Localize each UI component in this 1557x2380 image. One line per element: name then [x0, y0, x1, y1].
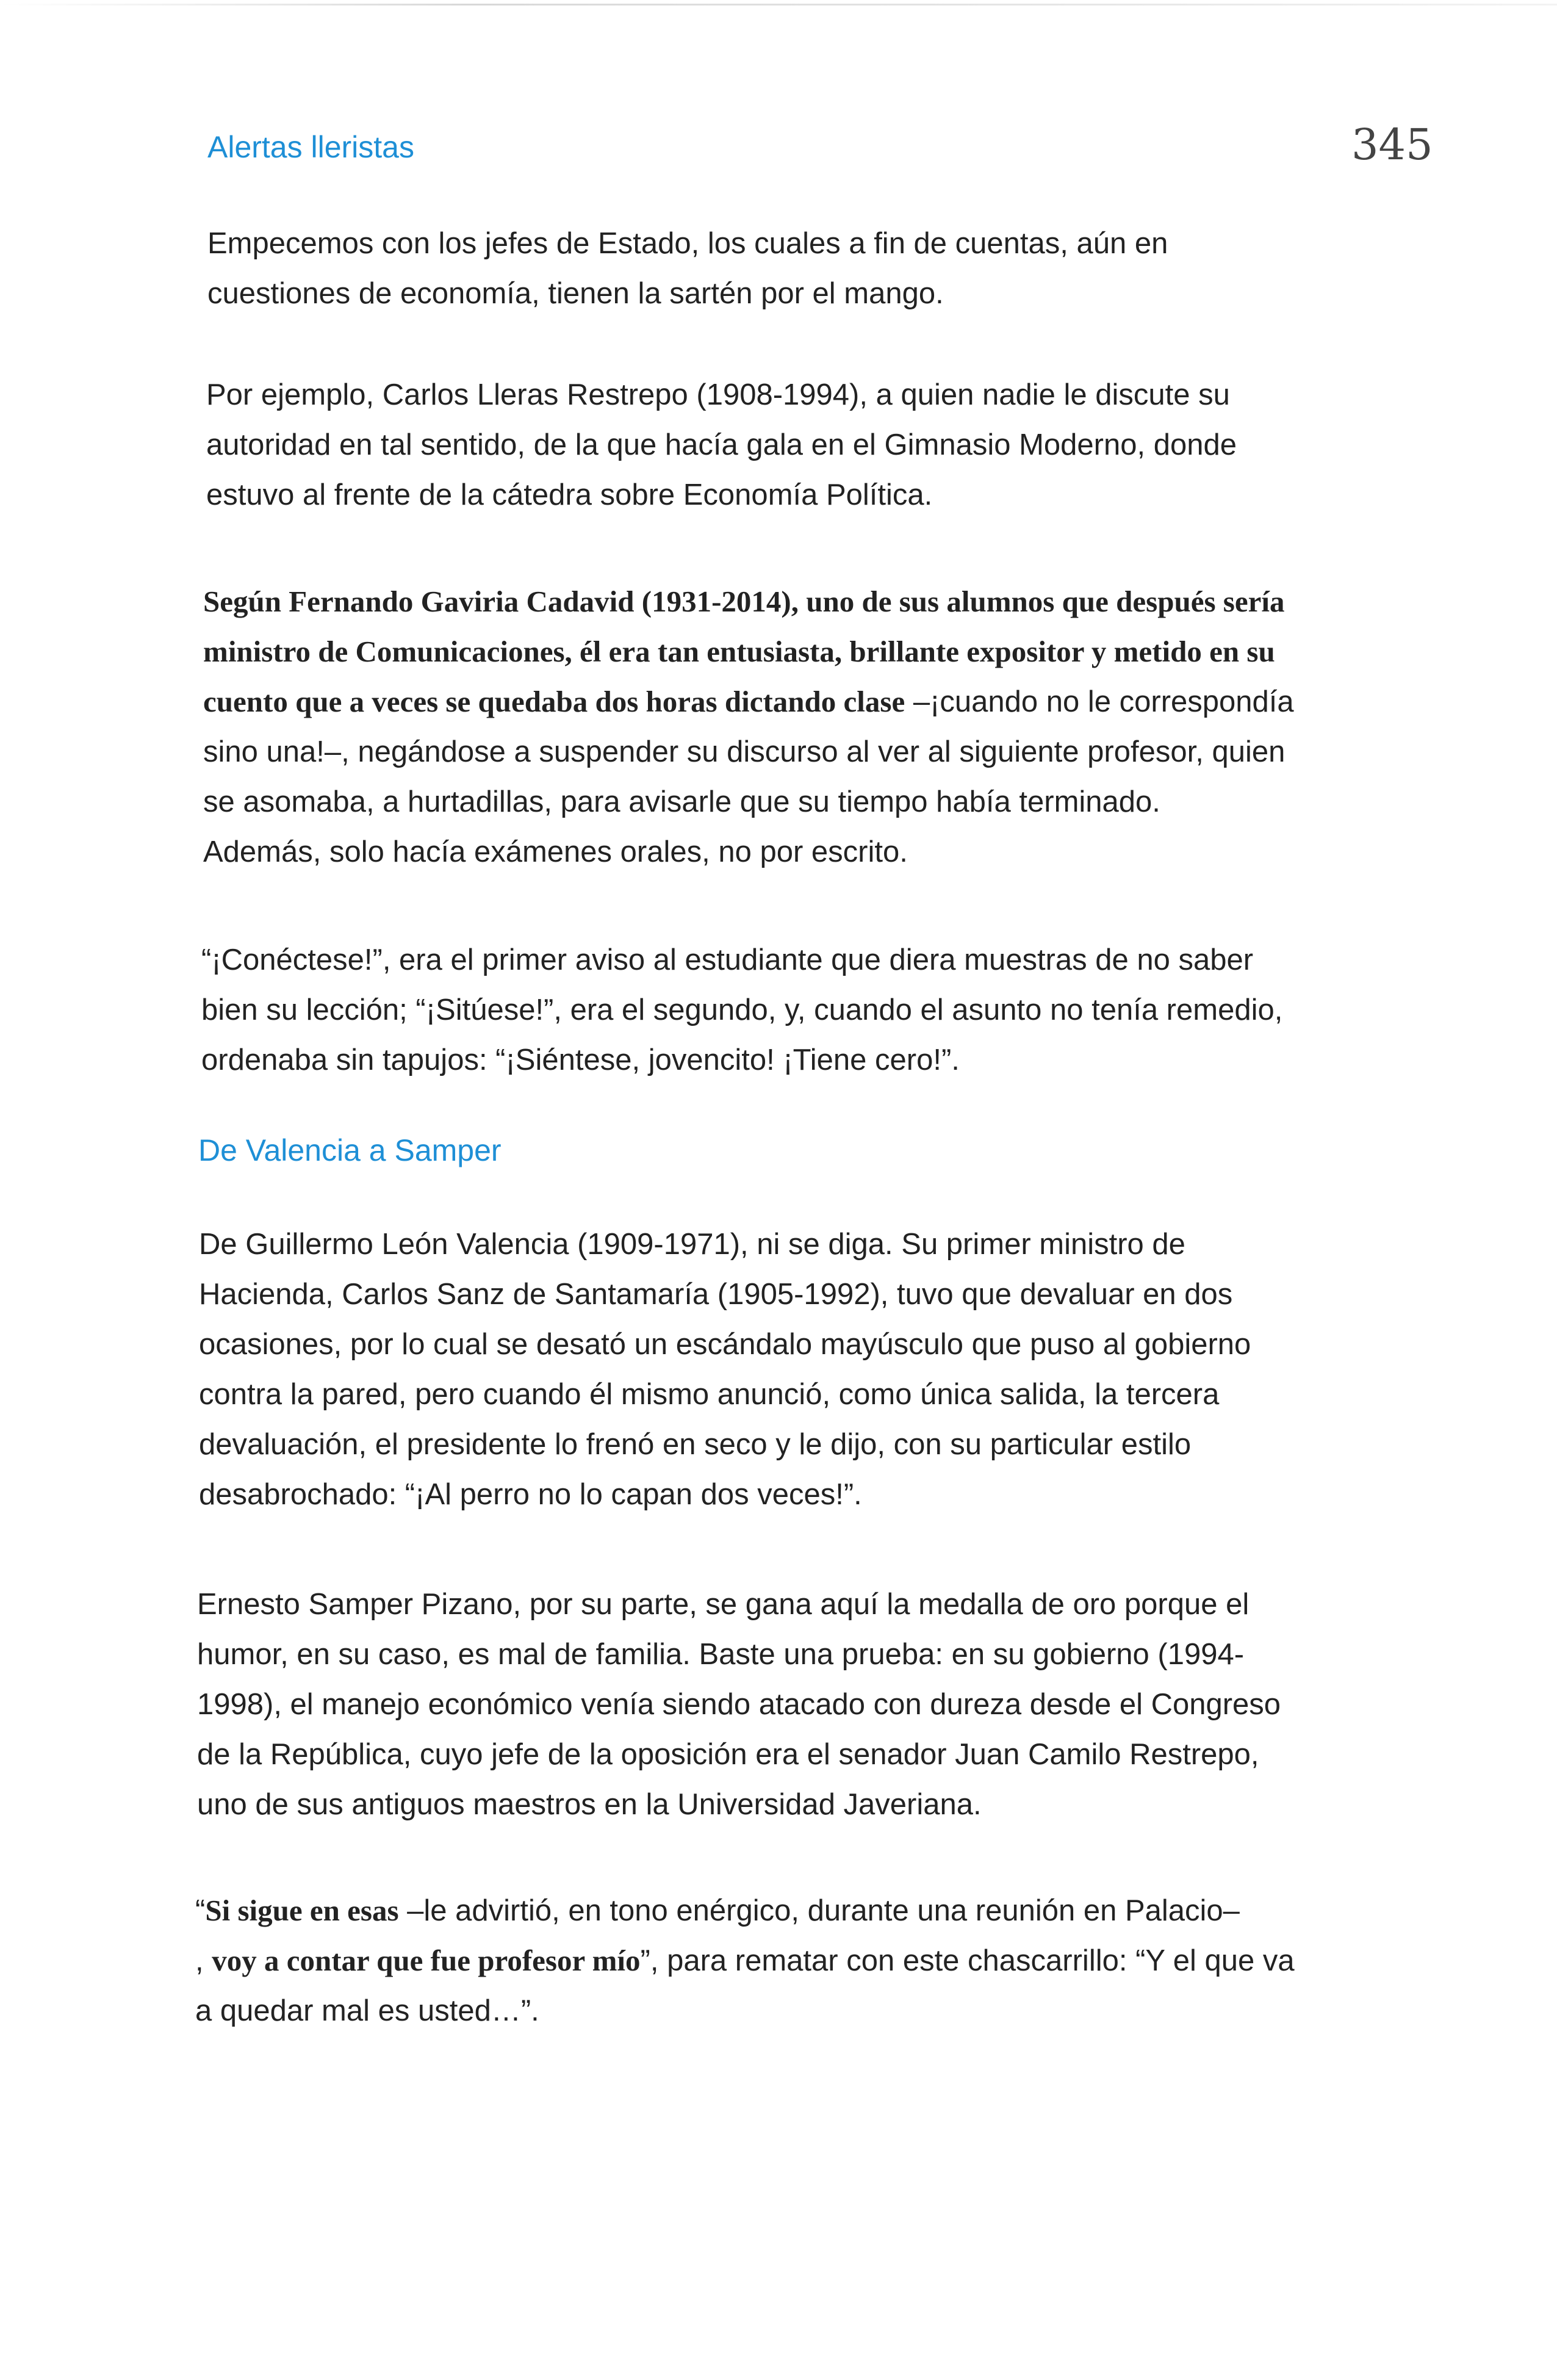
section-heading: De Valencia a Samper	[198, 1133, 502, 1167]
running-title: Alertas lleristas	[207, 130, 414, 164]
text-fragment: ”, para rematar con este chascarrillo: “Y el que va	[640, 1944, 1295, 1977]
paragraph-line: humor, en su caso, es mal de familia. Baste una prueba: en su gobierno (1994-	[197, 1638, 1245, 1671]
paragraph-2	[206, 370, 1237, 520]
bold-fragment: Si sigue en esas	[205, 1894, 399, 1927]
paragraph-line-bold: ministro de Comunicaciones, él era tan entusiasta, brillante expositor y metido en su	[203, 635, 1275, 668]
paragraph-line: ocasiones, por lo cual se desató un escándalo mayúsculo que puso al gobierno	[199, 1328, 1251, 1361]
paragraph-line: desabrochado: “¡Al perro no lo capan dos veces!”.	[199, 1478, 862, 1511]
paragraph-7	[195, 1886, 1295, 2036]
paragraph-line: ordenaba sin tapujos: “¡Siéntese, jovencito! ¡Tiene cero!”.	[201, 1044, 960, 1076]
paragraph-line: Por ejemplo, Carlos Lleras Restrepo (1908-1994), a quien nadie le discute su	[206, 378, 1230, 411]
page-top-edge	[0, 4, 1557, 5]
paragraph-line-mixed	[203, 677, 1294, 727]
text-fragment: ,	[195, 1944, 212, 1977]
paragraph-line: De Guillermo León Valencia (1909-1971), ni se diga. Su primer ministro de	[199, 1228, 1185, 1261]
paragraph-4	[201, 935, 1282, 1085]
paragraph-line-mixed	[195, 1936, 1295, 1986]
paragraph-line: bien su lección; “¡Sitúese!”, era el segundo, y, cuando el asunto no tenía remedio,	[201, 993, 1283, 1026]
paragraph-line: cuestiones de economía, tienen la sartén por el mango.	[207, 277, 944, 310]
paragraph-line: Hacienda, Carlos Sanz de Santamaría (1905-1992), tuvo que devaluar en dos	[199, 1278, 1233, 1311]
text-fragment: “	[195, 1894, 206, 1927]
paragraph-line: Además, solo hacía exámenes orales, no por escrito.	[203, 835, 908, 868]
paragraph-1	[207, 218, 1168, 319]
text-fragment: –le advirtió, en tono enérgico, durante una reunión en Palacio–	[398, 1894, 1240, 1927]
paragraph-line-bold: Según Fernando Gaviria Cadavid (1931-2014), uno de sus alumnos que después sería	[203, 585, 1285, 618]
paragraph-line: estuvo al frente de la cátedra sobre Economía Política.	[206, 478, 933, 511]
paragraph-line: a quedar mal es usted…”.	[195, 1994, 539, 2027]
text-fragment: –¡cuando no le correspondía	[905, 685, 1294, 718]
paragraph-line: se asomaba, a hurtadillas, para avisarle que su tiempo había terminado.	[203, 785, 1160, 818]
paragraph-line: sino una!–, negándose a suspender su discurso al ver al siguiente profesor, quien	[203, 735, 1286, 768]
paragraph-line: uno de sus antiguos maestros en la Universidad Javeriana.	[197, 1788, 982, 1821]
paragraph-line: de la República, cuyo jefe de la oposición era el senador Juan Camilo Restrepo,	[197, 1738, 1259, 1771]
paragraph-line: autoridad en tal sentido, de la que hacía gala en el Gimnasio Moderno, donde	[206, 428, 1237, 461]
paragraph-3	[203, 577, 1294, 877]
paragraph-5	[199, 1219, 1251, 1520]
paragraph-line: Empecemos con los jefes de Estado, los cuales a fin de cuentas, aún en	[207, 227, 1168, 260]
paragraph-line: devaluación, el presidente lo frenó en seco y le dijo, con su particular estilo	[199, 1428, 1192, 1461]
paragraph-line: 1998), el manejo económico venía siendo atacado con dureza desde el Congreso	[197, 1688, 1281, 1721]
paragraph-line: Ernesto Samper Pizano, por su parte, se gana aquí la medalla de oro porque el	[197, 1588, 1250, 1621]
paragraph-6	[197, 1579, 1281, 1830]
paragraph-line: “¡Conéctese!”, era el primer aviso al estudiante que diera muestras de no saber	[201, 943, 1254, 976]
bold-fragment: cuento que a veces se quedaba dos horas dictando clase	[203, 685, 905, 718]
page-number: 345	[1351, 120, 1433, 170]
paragraph-line-mixed	[195, 1886, 1295, 1936]
bold-fragment: voy a contar que fue profesor mío	[212, 1944, 641, 1977]
paragraph-line: contra la pared, pero cuando él mismo anunció, como única salida, la tercera	[199, 1378, 1220, 1411]
